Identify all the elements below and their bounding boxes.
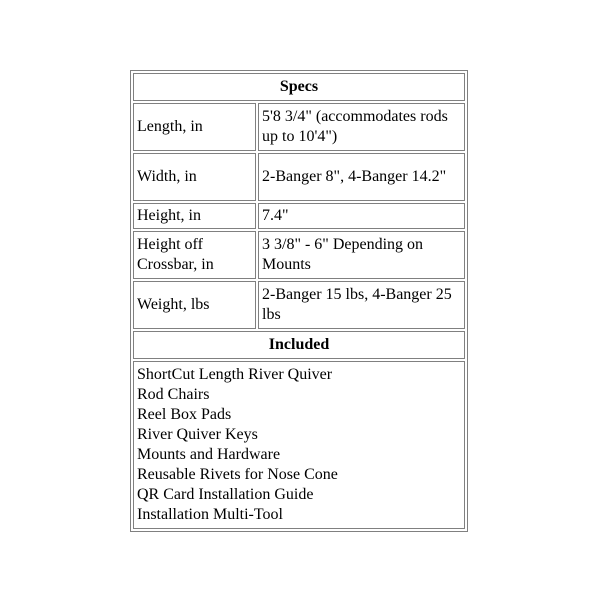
included-heading: Included [133, 331, 465, 359]
spec-row-width [133, 153, 465, 201]
list-item: Mounts and Hardware [137, 446, 281, 463]
spec-label-weight: Weight, lbs [133, 281, 256, 329]
list-item: Installation Multi-Tool [137, 506, 283, 523]
spec-row-height-off-crossbar [133, 231, 465, 279]
specs-table [130, 70, 468, 532]
spec-row-length [133, 103, 465, 151]
spec-label-height-off-crossbar: Height off Crossbar, in [133, 231, 256, 279]
list-item: Reel Box Pads [137, 406, 232, 423]
spec-label-length: Length, in [133, 103, 256, 151]
spec-row-weight [133, 281, 465, 329]
spec-value-length: 5'8 3/4" (accommodates rods up to 10'4") [258, 103, 465, 151]
included-cell [133, 361, 465, 529]
spec-label-width: Width, in [133, 153, 256, 201]
spec-value-height-off-crossbar: 3 3/8" - 6" Depending on Mounts [258, 231, 465, 279]
specs-heading: Specs [133, 73, 465, 101]
included-list [137, 363, 461, 527]
list-item: River Quiver Keys [137, 426, 258, 443]
spec-value-width: 2-Banger 8", 4-Banger 14.2" [258, 153, 465, 201]
list-item: Rod Chairs [137, 386, 210, 403]
list-item: ShortCut Length River Quiver [137, 366, 333, 383]
spec-value-weight: 2-Banger 15 lbs, 4-Banger 25 lbs [258, 281, 465, 329]
spec-value-height: 7.4" [258, 203, 465, 229]
list-item: Reusable Rivets for Nose Cone [137, 466, 338, 483]
spec-label-height: Height, in [133, 203, 256, 229]
list-item: QR Card Installation Guide [137, 486, 314, 503]
spec-row-height [133, 203, 465, 229]
